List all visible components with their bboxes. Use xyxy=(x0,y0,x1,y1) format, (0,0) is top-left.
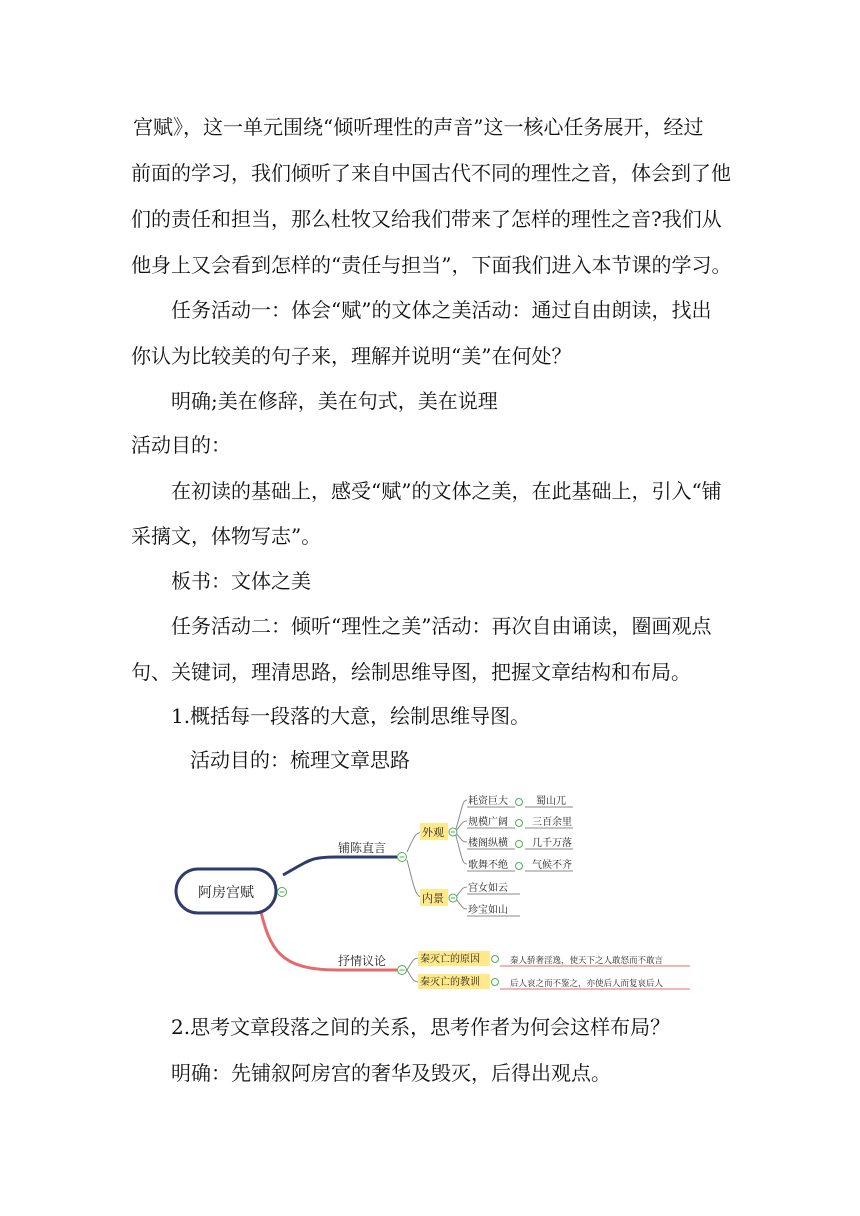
paragraph-line-3: 们的责任和担当，那么杜牧又给我们带来了怎样的理性之音?我们从 xyxy=(131,207,722,231)
paragraph-line-6: 你认为比较美的句子来，理解并说明“美”在何处？ xyxy=(131,344,572,368)
paragraph-line-16: 2.思考文章段落之间的关系，思考作者为何会这样布局？ xyxy=(171,1015,671,1039)
collapse-icon xyxy=(516,820,523,827)
mindmap-leaf-label: 秦人骄奢淫逸，使天下之人敢怒而不敢言 xyxy=(510,956,664,966)
mindmap-item-label: 秦灭亡的教训 xyxy=(420,977,480,988)
mindmap-branch1-label: 铺陈直言 xyxy=(338,841,387,855)
paragraph-line-2: 前面的学习，我们倾听了来自中国古代不同的理性之音，体会到了他 xyxy=(131,161,731,185)
mindmap-leaf-label: 气候不齐 xyxy=(532,860,572,871)
paragraph-line-13: 句、关键词，理清思路，绘制思维导图，把握文章结构和布局。 xyxy=(131,660,691,684)
mindmap-leaf-label: 几千万落 xyxy=(532,838,572,849)
mindmap-item-label: 宫女如云 xyxy=(468,883,508,894)
paragraph-line-15: 活动目的：梳理文章思路 xyxy=(190,748,410,772)
mindmap-leaf-label: 三百余里 xyxy=(532,817,572,828)
mindmap-leaf-label: 蜀山兀 xyxy=(536,796,566,807)
mindmap-item-label: 珍宝如山 xyxy=(468,905,508,916)
paragraph-line-11: 板书：文体之美 xyxy=(171,569,311,593)
mindmap-root-label: 阿房宫赋 xyxy=(198,885,254,901)
mindmap-item-label: 耗资巨大 xyxy=(468,796,508,807)
collapse-icon xyxy=(516,841,523,848)
paragraph-line-12: 任务活动二：倾听“理性之美”活动：再次自由诵读，圈画观点 xyxy=(171,614,712,638)
paragraph-line-10: 采摛文，体物写志”。 xyxy=(131,524,322,548)
paragraph-line-4: 他身上又会看到怎样的“责任与担当”，下面我们进入本节课的学习。 xyxy=(131,253,732,277)
paragraph-line-17: 明确：先铺叙阿房宫的奢华及毁灭，后得出观点。 xyxy=(171,1061,611,1085)
mindmap-leaf-label: 后人哀之而不鉴之，亦使后人而复哀后人 xyxy=(510,979,664,989)
mindmap-item-label: 规模广阔 xyxy=(468,817,508,828)
mindmap-item-label: 歌舞不绝 xyxy=(468,860,508,871)
mindmap-item-label: 楼阁纵横 xyxy=(468,838,508,849)
collapse-icon xyxy=(492,979,499,986)
mindmap-diagram xyxy=(170,780,700,995)
paragraph-line-14: 1.概括每一段落的大意，绘制思维导图。 xyxy=(171,704,531,728)
mindmap-waiguan-label: 外观 xyxy=(422,826,444,839)
mindmap-item-label: 秦灭亡的原因 xyxy=(420,954,480,965)
paragraph-line-7: 明确;美在修辞，美在句式，美在说理 xyxy=(171,389,498,413)
paragraph-line-8: 活动目的： xyxy=(131,433,231,457)
mindmap-branch2-label: 抒情议论 xyxy=(338,954,387,968)
connector-root-branch1 xyxy=(283,857,397,875)
collapse-icon xyxy=(516,863,523,870)
mindmap-neijing-label: 内景 xyxy=(422,892,444,905)
paragraph-line-9: 在初读的基础上，感受“赋”的文体之美，在此基础上，引入“铺 xyxy=(171,479,722,503)
paragraph-line-1: 宫赋》，这一单元围绕“倾听理性的声音”这一核心任务展开，经过 xyxy=(133,115,704,139)
paragraph-line-5: 任务活动一：体会“赋”的文体之美活动：通过自由朗读，找出 xyxy=(171,298,712,322)
collapse-icon xyxy=(516,799,523,806)
collapse-icon xyxy=(492,956,499,963)
